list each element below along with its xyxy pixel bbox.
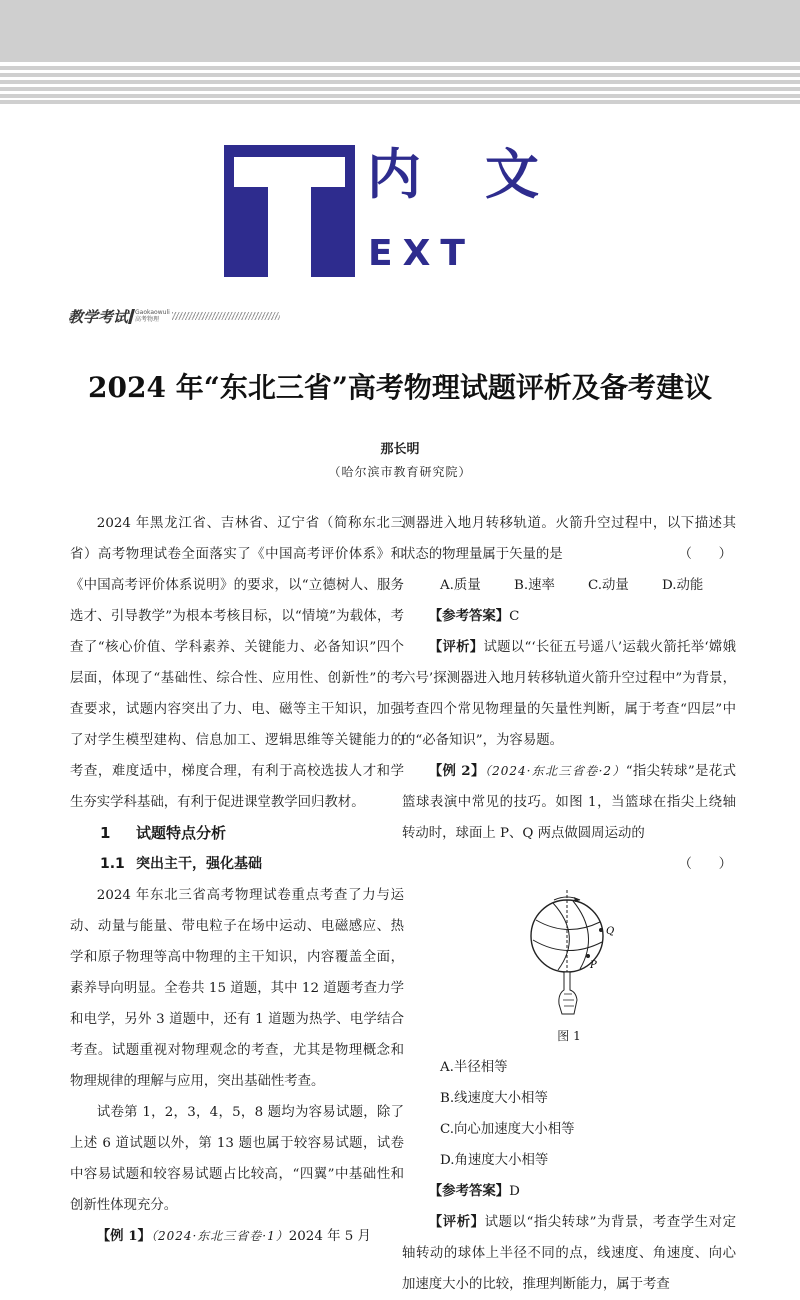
option: B.速率 <box>514 578 555 593</box>
logo-chinese-text: 内文 <box>367 143 603 206</box>
point-p-label: P <box>590 960 597 971</box>
body-paragraph: 2024 年东北三省高考物理试卷重点考查了力与运动、动量与能量、带电粒子在场中运动、电磁感应、热学和原子物理等高中物理的主干知识，内容覆盖全面，素养导向明显。全卷共 15 道题，其中 12 道题考查力学和电学，另外 3 道题中，还有 1 道题为热学、电学结合考查。试题重视对物理观念的考查，尤其是物理概念和物理规律的理解与应用，突出基础性考查。 <box>70 888 404 1089</box>
column-tag <box>68 306 280 326</box>
answer-blank: （ ） <box>678 857 732 872</box>
logo-t-block <box>224 145 355 277</box>
left-column <box>70 508 404 1252</box>
option: C.动量 <box>588 578 629 593</box>
right-column <box>402 508 736 1300</box>
logo-english-text: EXT <box>368 233 475 274</box>
body-paragraph: 试卷第 1，2，3，4，5，8 题均为容易试题，除了上述 6 道试题以外，第 13 题也属于较容易试题，试卷中容易试题和较容易试题占比较高，“四翼”中基础性和创新性体现充分。 <box>70 1105 404 1213</box>
column-subtitle: Gaokaowuli 高考物理 <box>135 309 170 323</box>
analysis-2: 【评析】试题以“指尖转球”为背景，考查学生对定轴转动的球体上半径不同的点，线速度、角速度、向心加速度大小的比较，推理判断能力，属于考查 <box>402 1214 737 1292</box>
reference-answer-2: 【参考答案】D <box>428 1183 520 1199</box>
article-title: 2024 年“东北三省”高考物理试题评析及备考建议 <box>88 371 712 404</box>
example-1-continued: 测器进入地月转移轨道。火箭升空过程中，以下描述其状态的物理量属于矢量的是 <box>402 516 736 562</box>
column-hatch-decoration <box>172 312 280 320</box>
point-q-label: Q <box>606 926 615 937</box>
section-heading-1-1: 1.1 突出主干，强化基础 <box>100 856 262 872</box>
figure-caption: 图 1 <box>557 1029 581 1043</box>
example-2: 【例 2】（2024·东北三省卷·2）“指尖转球”是花式篮球表演中常见的技巧。如图 1，当篮球在指尖上绕轴转动时，球面上 P、Q 两点做圆周运动的 <box>402 763 736 841</box>
article-author: 那长明 <box>380 442 420 457</box>
option: D.角速度大小相等 <box>440 1153 549 1168</box>
example-1-intro: 【例 1】（2024·东北三省卷·1）2024 年 5 月 <box>96 1228 371 1244</box>
basketball-figure <box>528 890 618 1024</box>
option: D.动能 <box>662 578 704 593</box>
intro-paragraph: 2024 年黑龙江省、吉林省、辽宁省（简称东北三省）高考物理试卷全面落实了《中国高考评价体系》和《中国高考评价体系说明》的要求，以“立德树人、服务选才、引导教学”为根本考核目标，以“情境”为载体，考查了“核心价值、学科素养、关键能力、必备知识”四个层面，体现了“基础性、综合性、应用性、创新性”的考查要求，试题内容突出了力、电、磁等主干知识，加强了对学生模型建构、信息加工、逻辑思维等关键能力的考查，难度适中，梯度合理，有利于高校选拔人才和学生夯实学科基础，有利于促进课堂教学回归教材。 <box>70 516 404 810</box>
section-heading-1: 1 试题特点分析 <box>100 824 227 842</box>
option: C.向心加速度大小相等 <box>440 1122 575 1137</box>
analysis-1: 【评析】试题以“‘长征五号遥八’运载火箭托举‘嫦娥六号’探测器进入地月转移轨道火箭升空过程中”为背景，考查四个常见物理量的矢量性判断，属于考查“四层”中的“必备知识”，为容易题。 <box>402 639 736 748</box>
option: A.半径相等 <box>440 1060 508 1075</box>
column-name: 教学考试 <box>68 307 129 326</box>
figure-1 <box>402 890 736 1024</box>
option: A.质量 <box>440 578 481 593</box>
option: B.线速度大小相等 <box>440 1091 548 1106</box>
reference-answer-1: 【参考答案】C <box>428 608 520 624</box>
answer-blank: （ ） <box>678 547 732 562</box>
article-affiliation: （哈尔滨市教育研究院） <box>328 465 472 479</box>
top-banner <box>0 0 800 104</box>
example-1-options <box>402 570 736 601</box>
